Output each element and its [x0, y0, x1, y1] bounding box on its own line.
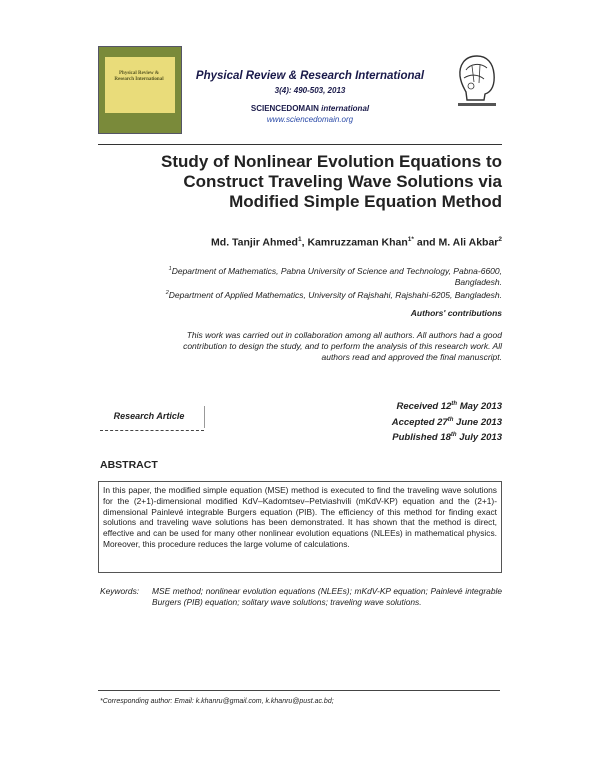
cover-panel [105, 57, 175, 113]
author-list: Md. Tanjir Ahmed$^1$, Kamruzzaman Khan$^{1*}$ and M. Ali Akbar$^2$ [211, 236, 502, 249]
journal-cover-image [98, 46, 182, 134]
header-divider [98, 144, 502, 145]
footnote-divider [98, 690, 500, 691]
accepted-date: Accepted 27th June 2013 [391, 416, 502, 428]
journal-volume: 3(4): 490-503, 2013 [274, 86, 346, 95]
article-type-dashed-line [100, 430, 204, 431]
journal-name: Physical Review & Research International [195, 70, 425, 82]
keywords [100, 586, 502, 608]
abstract-heading: ABSTRACT [100, 459, 158, 471]
keywords-text: MSE method; nonlinear evolution equations (NLEEs); mKdV-KP equation; Painlevé integrable Burgers (PIB) equation; solitary wave solutions; traveling wave solutions. [152, 586, 502, 607]
publication-dates [300, 398, 502, 445]
affiliations: $^1$Department of Mathematics, Pabna University of Science and Technology, Pabna-6600, Bangladesh. $^2$Department of Applied Mathematics, University of Rajshahi, Rajshahi-6205, Bangladesh. [165, 265, 502, 300]
publisher-url-link[interactable]: www.sciencedomain.org [266, 115, 354, 124]
publisher: SCIENCEDOMAIN international [250, 104, 370, 113]
published-date: Published 18th July 2013 [392, 432, 502, 444]
contributions-text: This work was carried out in collaboration among all authors. All authors had a good contribution to design the study, and to perform the analysis of this research work. All authors read and approved the final manuscript. [183, 330, 502, 362]
contributions-heading: Authors' contributions [410, 308, 502, 318]
received-date: Received 12th May 2013 [396, 401, 502, 413]
article-type-label: Research Article [113, 411, 185, 421]
paper-title: Study of Nonlinear Evolution Equations to Construct Traveling Wave Solutions via Modified Simple Equation Method [161, 152, 502, 211]
keywords-label: Keywords: [100, 586, 140, 596]
publisher-logo-icon [454, 52, 500, 110]
abstract-body: In this paper, the modified simple equation (MSE) method is executed to find the traveling wave solutions for the (2+1)-dimensional modified KdV–Kadomtsev–Petviashvili (mKdV-KP) equation and the (2+1)-dimensional Painlevé integrable Burgers equation (PIB). The efficiency of this method for finding exact solutions and traveling wave solutions has been demonstrated. It has shown that the method is direct, effective and can be used for many other nonlinear evolution equations (NLEEs) in mathematical physics. Moreover, this procedure reduces the large volume of calculations. [98, 481, 502, 573]
cover-title: Physical Review & Research International [114, 71, 164, 82]
corresponding-author-footnote: *Corresponding author: Email: k.khanru@gmail.com, k.khanru@pust.ac.bd; [100, 698, 334, 705]
